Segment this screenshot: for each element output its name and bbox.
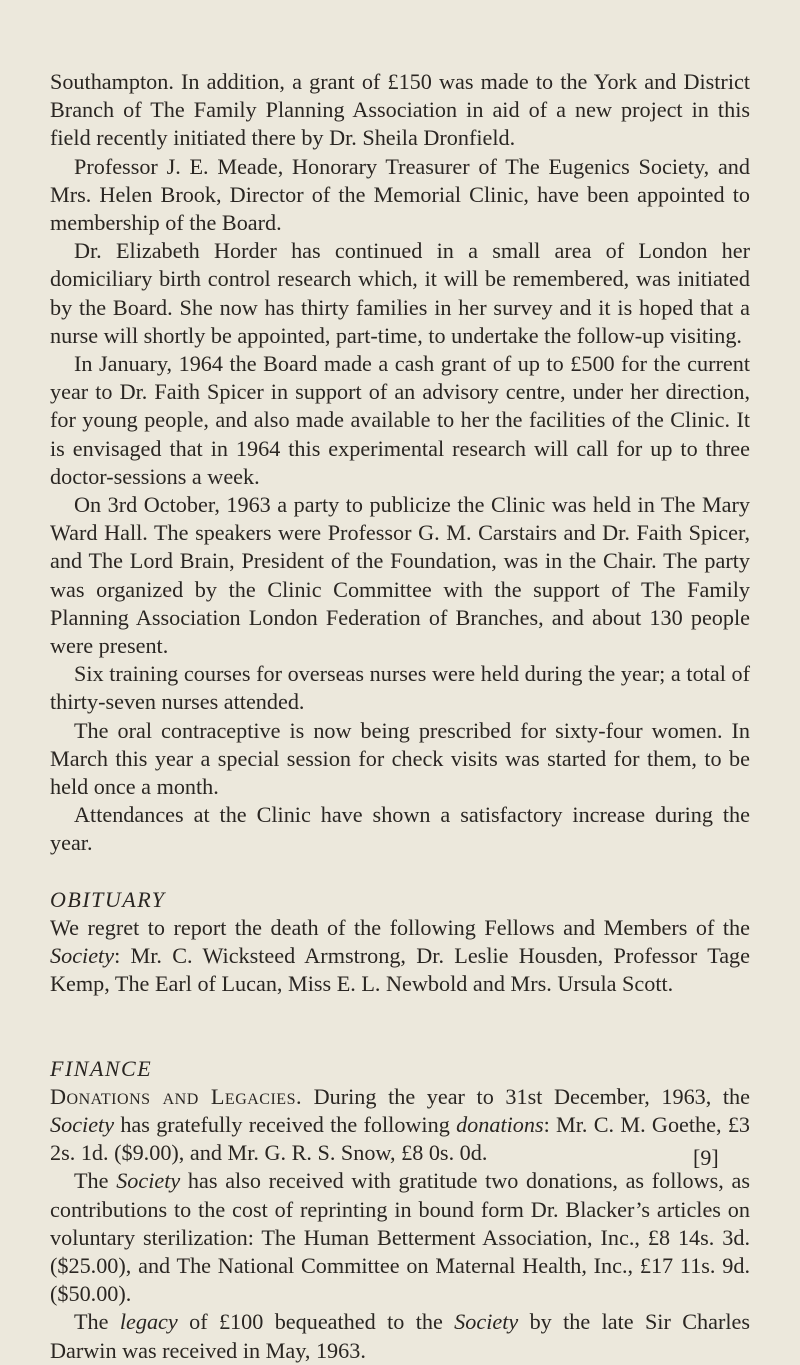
obituary-text-b: : Mr. C. Wicksteed Armstrong, Dr. Leslie Housden, Professor Tage Kemp, The Earl of Lucan, Miss E. L. Newbold and Mrs. Ursula Scott. [50,943,750,997]
obituary-paragraph [50,914,750,999]
finance-p2-text-b: has also received with gratitude two donations, as follows, as contributions to the cost of reprinting in bound form Dr. Blacker’s articles on voluntary sterilization: The Human Betterment Association, Inc., £8 14s. 3d. ($25.00), and The National Committee on Maternal Health, Inc., £17 11s. 9d. ($50.00). [50,1168,751,1307]
paragraph-oral-contraceptive: The oral contraceptive is now being prescribed for sixty-four women. In March this year a special session for check visits was started for them, to be held once a month. [50,717,750,800]
finance-legacy-paragraph [50,1308,750,1364]
finance-p3-society: Society [454,1309,519,1335]
finance-p1-society: Society [50,1111,115,1137]
finance-p3-text-a: The [74,1309,120,1335]
section-spacer [50,999,750,1055]
finance-p3-text-b: of £100 bequeathed to the [177,1309,455,1335]
page-number: [9] [693,1145,719,1170]
paragraph-southampton: Southampton. In addition, a grant of £150 was made to the York and District Branch of The Family Planning Association in aid of a new project in this field recently initiated there by Dr. Sheila Dronfield. [50,69,750,151]
finance-donations-paragraph [50,1083,750,1168]
finance-p3-text-c: by the late Sir Charles Darwin was received in May, 1963. [50,1309,750,1363]
finance-p3-legacy: legacy [119,1309,178,1335]
finance-p2-society: Society [116,1168,181,1194]
finance-p1-donations: donations [456,1111,544,1137]
obituary-heading: OBITUARY [50,886,166,912]
paragraph-spicer-grant: In January, 1964 the Board made a cash grant of up to £500 for the current year to Dr. Faith Spicer in support of an advisory centre, under her direction, for young people, and also made available to her the facilities of the Clinic. It is envisaged that in 1964 this experimental research will call for up to three doctor-sessions a week. [50,351,750,489]
paragraph-horder-research: Dr. Elizabeth Horder has continued in a small area of London her domiciliary birth control research which, it will be remembered, was initiated by the Board. She now has thirty families in her survey and it is hoped that a nurse will shortly be appointed, part-time, to undertake the follow-up visiting. [50,238,750,348]
obituary-text-a: We regret to report the death of the following Fellows and Members of the [50,914,750,940]
paragraph-board-members: Professor J. E. Meade, Honorary Treasurer of The Eugenics Society, and Mrs. Helen Brook, Director of the Memorial Clinic, have been appointed to membership of the Board. [50,153,750,236]
section-spacer [50,858,750,886]
finance-reprinting-paragraph [50,1167,750,1308]
paragraph-clinic-party: On 3rd October, 1963 a party to publicize the Clinic was held in The Mary Ward Hall. The speakers were Professor G. M. Carstairs and Dr. Faith Spicer, and The Lord Brain, President of the Foundation, was in the Chair. The party was organized by the Clinic Committee with the support of The Family Planning Association London Federation of Branches, and about 130 people were present. [50,492,750,659]
finance-p1-text-b: has gratefully received the following [114,1111,457,1137]
finance-p2-text-a: The [74,1168,117,1194]
finance-p1-text-c: : Mr. C. M. Goethe, £3 2s. 1d. ($9.00), and Mr. G. R. S. Snow, £8 0s. 0d. [50,1111,751,1166]
paragraph-attendances: Attendances at the Clinic have shown a satisfactory increase during the year. [50,802,750,856]
finance-p1-text-a: During the year to 31st December, 1963, the [302,1083,750,1109]
document-page [50,68,750,1365]
paragraph-training-courses: Six training courses for overseas nurses were held during the year; a total of thirty-seven nurses attended. [50,661,750,715]
finance-heading: FINANCE [50,1055,153,1081]
obituary-society: Society [50,943,115,969]
donations-legacies-lead: Donations and Legacies. [50,1083,303,1109]
